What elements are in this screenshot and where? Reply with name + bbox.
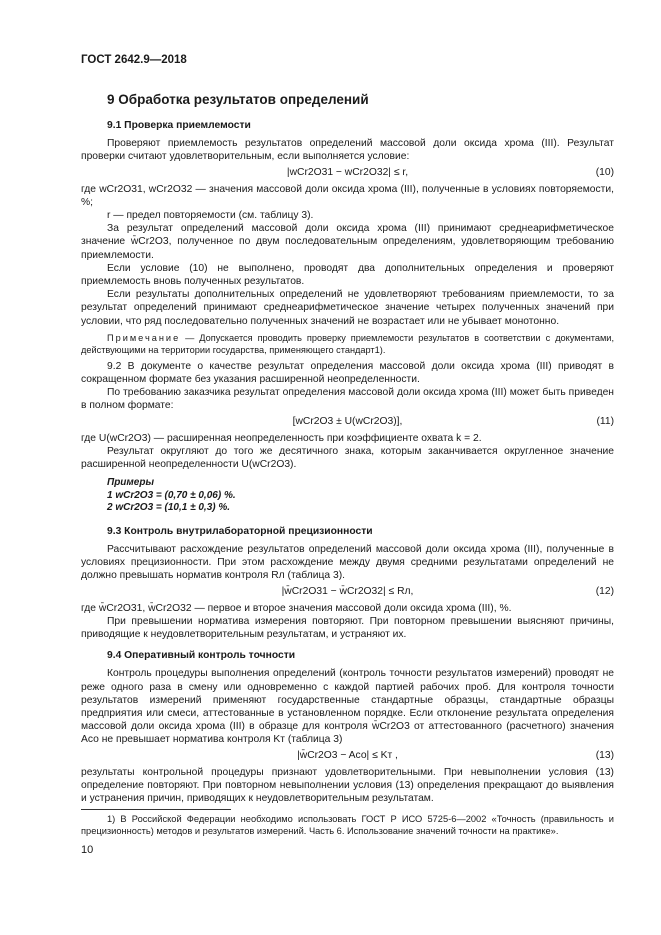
example-2: 2 wCr2O3 = (10,1 ± 0,3) %. xyxy=(107,502,231,514)
examples-title: Примеры xyxy=(107,477,155,489)
paragraph: r — предел повторяемости (см. таблицу 3). xyxy=(107,210,314,222)
formula-number: (12) xyxy=(595,585,614,597)
formula-text: |wCr2O31 − wCr2O32| ≤ r, xyxy=(286,166,409,178)
note-text: — Допускается проводить проверку приемлемости результатов в соответствии с документами, действующими на территории государства, применяющего стандарт1). xyxy=(81,332,614,355)
paragraph: Если результаты дополнительных определений не удовлетворяют требованиям приемлемости, то за результат определений принимают среднеарифметическое значение четырех полученных значений при условии, что ряд последовательно полученных значений не возрастает или не убывает монотонно. xyxy=(81,289,614,327)
section-title: 9 Обработка результатов определений xyxy=(107,92,369,107)
footnote-divider xyxy=(81,809,231,810)
note xyxy=(81,332,614,356)
formula-text: |w̄Cr2O3 − Aсо| ≤ Kт , xyxy=(297,749,398,761)
paragraph: За результат определений массовой доли оксида хрома (III) принимают среднеарифметическое значение w̄Cr2O3, полученное по двум последовательным определениям, удовлетворяющим требованию приемлемости. xyxy=(81,223,614,261)
formula-number: (11) xyxy=(596,415,614,427)
paragraph: где U(wCr2O3) — расширенная неопределенность при коэффициенте охвата k = 2. xyxy=(81,432,482,444)
formula-12 xyxy=(81,585,614,599)
page-number: 10 xyxy=(81,844,94,856)
document-header: ГОСТ 2642.9—2018 xyxy=(81,54,187,66)
paragraph: где wCr2O31, wCr2O32 — значения массовой доли оксида хрома (III), полученные в условиях повторяемости, %; xyxy=(81,183,614,208)
formula-10 xyxy=(81,166,614,180)
example-1: 1 wCr2O3 = (0,70 ± 0,06) %. xyxy=(107,489,236,501)
formula-text: |w̄Cr2O31 − w̄Cr2O32| ≤ Rл, xyxy=(281,585,414,597)
paragraph: При превышении норматива измерения повторяют. При повторном превышении выясняют причины, приводящие к неудовлетворительным результатам, и устраняют их. xyxy=(81,615,614,640)
paragraph: результаты контрольной процедуры признают удовлетворительными. При невыполнении условия (13) определение повторяют. При повторном невыполнении условия (13) определения прекращают до выявления и устранения причин, приводящих к неудовлетворительным результатам. xyxy=(81,766,614,805)
page-body xyxy=(81,92,614,805)
formula-number: (10) xyxy=(595,166,614,178)
subsection-title-9-4: 9.4 Оперативный контроль точности xyxy=(107,650,296,662)
paragraph: где w̄Cr2O31, w̄Cr2O32 — первое и второе значения массовой доли оксида хрома (III), %. xyxy=(81,602,512,614)
paragraph: По требованию заказчика результат определения массовой доли оксида хрома (III) может быть приведен в полном формате: xyxy=(81,387,614,412)
paragraph: 9.2 В документе о качестве результат определения массовой доли оксида хрома (III) приводят в сокращенном формате без указания расширенной неопределенности. xyxy=(81,360,614,386)
paragraph: Результат округляют до того же десятичного знака, которым заканчивается округленное значение расширенной неопределенности U(wCr2O3). xyxy=(81,445,614,471)
formula-13 xyxy=(81,749,614,763)
note-label: Примечание xyxy=(107,332,181,343)
paragraph: Контроль процедуры выполнения определений (контроль точности результатов измерений) проводят не реже одного раза в смену или одновременно с каждой партией рабочих проб. Для контроля точности результатов измерений применяют государственные стандартные образцы, стандартные образцы предприятия или смеси, аттестованные в установленном порядке. Если отклонение результата определения массовой доли оксида хрома (III) в образце для контроля w̄Cr2O3 от аттестованного (расчетного) значения Aсо не превышает норматива контроля Kт (таблица 3) xyxy=(81,668,614,746)
paragraph: Проверяют приемлемость результатов определений массовой доли оксида хрома (III). Результат проверки считают удовлетворительным, если выполняется условие: xyxy=(81,138,614,163)
footnote: 1) В Российской Федерации необходимо использовать ГОСТ Р ИСО 5725-6—2002 «Точность (правильность и прецизионность) методов и результатов измерений. Часть 6. Использование значений точности на практике». xyxy=(81,814,614,836)
paragraph: Если условие (10) не выполнено, проводят два дополнительных определения и проверяют приемлемость вновь полученных результатов. xyxy=(81,262,614,288)
formula-text: [wCr2O3 ± U(wCr2O3)], xyxy=(292,415,403,427)
subsection-title-9-1: 9.1 Проверка приемлемости xyxy=(107,120,251,131)
paragraph: Рассчитывают расхождение результатов определений массовой доли оксида хрома (III), полученные в условиях прецизионности. При этом расхождение между двумя средними результатами определений не должно превышать норматив контроля Rл (таблица 3). xyxy=(81,543,614,582)
formula-11 xyxy=(81,415,614,429)
subsection-title-9-3: 9.3 Контроль внутрилабораторной прецизионности xyxy=(107,525,373,537)
formula-number: (13) xyxy=(595,749,614,761)
examples xyxy=(107,477,614,515)
